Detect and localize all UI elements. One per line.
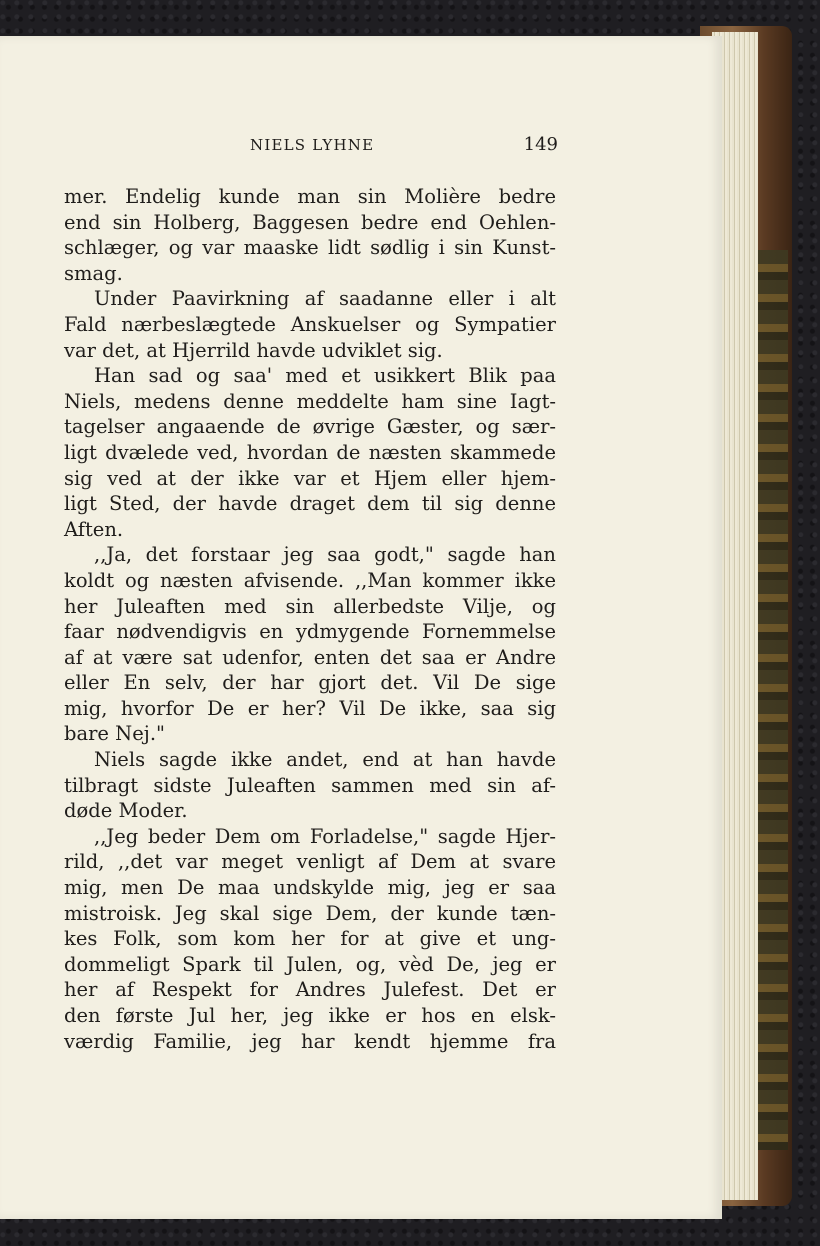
text-line: mistroisk. Jeg skal sige Dem, der kunde tæn- xyxy=(64,901,556,925)
text-line: Niels sagde ikke andet, end at han havde xyxy=(94,748,556,772)
text-line: den første Jul her, jeg ikke er hos en elsk- xyxy=(64,1004,556,1027)
text-line: eller En selv, der har gjort det. Vil De sige xyxy=(64,671,556,695)
text-line: sig ved at der ikke var et Hjem eller hjem- xyxy=(64,466,556,490)
page-number: 149 xyxy=(523,134,558,155)
text-line: koldt og næsten afvisende. ,,Man kommer ikke xyxy=(64,568,556,592)
text-line: mer. Endelig kunde man sin Molière bedre xyxy=(64,185,556,208)
text-line: rild, ,,det var meget venligt af Dem at svare xyxy=(64,850,556,874)
text-line: døde Moder. xyxy=(64,799,188,823)
text-line: ,,Ja, det forstaar jeg saa godt," sagde han xyxy=(94,543,556,567)
text-line: Han sad og saa' med et usikkert Blik paa xyxy=(94,364,556,388)
text-line: her af Respekt for Andres Julefest. Det er xyxy=(64,978,556,1002)
text-line: tilbragt sidste Juleaften sammen med sin af- xyxy=(64,773,556,797)
text-line: ,,Jeg beder Dem om Forladelse," sagde Hjer- xyxy=(94,824,556,848)
text-line: bare Nej." xyxy=(64,722,165,746)
text-line: ligt dvælede ved, hvordan de næsten skammede xyxy=(64,440,556,464)
text-line: dommeligt Spark til Julen, og, vèd De, jeg er xyxy=(64,952,556,976)
body-text xyxy=(64,184,556,1054)
book-spine xyxy=(758,250,788,1150)
text-line: tagelser angaaende de øvrige Gæster, og sær- xyxy=(64,415,556,439)
text-line: værdig Familie, jeg har kendt hjemme fra xyxy=(64,1029,556,1053)
text-line: mig, hvorfor De er her? Vil De ikke, saa sig xyxy=(64,696,556,720)
running-title: NIELS LYHNE xyxy=(250,136,375,154)
text-line: var det, at Hjerrild havde udviklet sig. xyxy=(64,338,443,362)
text-line: schlæger, og var maaske lidt sødlig i sin Kunst- xyxy=(64,236,556,260)
text-line: Fald nærbeslægtede Anskuelser og Sympatier xyxy=(64,312,556,336)
text-line: kes Folk, som kom her for at give et ung- xyxy=(64,927,556,951)
running-head xyxy=(64,134,558,158)
text-line: ligt Sted, der havde draget dem til sig denne xyxy=(64,492,556,516)
text-line: af at være sat udenfor, enten det saa er Andre xyxy=(64,645,556,669)
text-line: end sin Holberg, Baggesen bedre end Oehlen- xyxy=(64,210,556,234)
text-line: her Juleaften med sin allerbedste Vilje, og xyxy=(64,594,556,618)
text-line: Aften. xyxy=(64,517,124,541)
text-line: mig, men De maa undskylde mig, jeg er saa xyxy=(64,876,556,900)
text-line: faar nødvendigvis en ydmygende Fornemmelse xyxy=(64,620,556,644)
text-line: Niels, medens denne meddelte ham sine Iagt- xyxy=(64,389,556,413)
text-line: smag. xyxy=(64,261,123,285)
text-line: Under Paavirkning af saadanne eller i alt xyxy=(94,287,556,311)
